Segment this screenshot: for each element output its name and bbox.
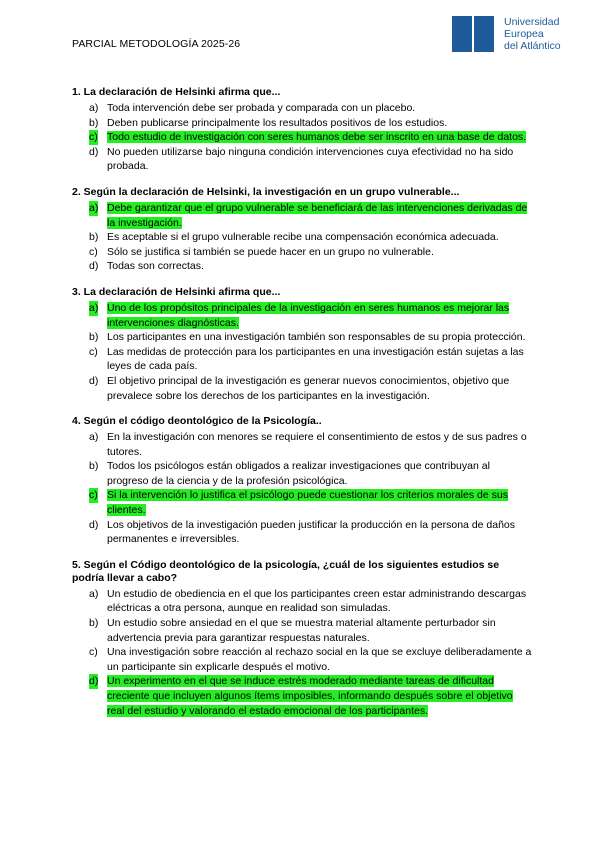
answer-text: Si la intervención lo justifica el psicólogo puede cuestionar los criterios morales de sus clientes. xyxy=(107,489,508,517)
answer-option xyxy=(72,245,532,260)
exam-questions xyxy=(72,86,532,730)
answer-option-highlighted xyxy=(72,130,532,145)
answer-option xyxy=(72,587,532,616)
answer-option xyxy=(72,259,532,274)
answer-text: Los participantes en una investigación también son responsables de su propia protección. xyxy=(107,331,526,344)
answer-letter: d) xyxy=(89,518,99,531)
answer-list xyxy=(72,201,532,274)
answer-text: Un estudio sobre ansiedad en el que se muestra material altamente perturbador sin advertencia previa para garantizar respuestas naturales. xyxy=(107,617,496,644)
answer-letter: b) xyxy=(89,460,99,473)
answer-text: Es aceptable si el grupo vulnerable recibe una compensación económica adecuada. xyxy=(107,231,499,244)
logo-text xyxy=(504,16,561,52)
answer-letter: c) xyxy=(89,345,98,358)
answer-text: Una investigación sobre reacción al rechazo social en la que se excluye deliberadamente a un participante sin explicarle después el motivo. xyxy=(107,646,532,673)
answer-option xyxy=(72,101,532,116)
answer-letter: c) xyxy=(89,245,98,258)
answer-text: Todos los psicólogos están obligados a realizar investigaciones que contribuyan al progreso de la ciencia y de la profesión psicológica. xyxy=(107,460,490,487)
answer-letter: a) xyxy=(89,301,99,314)
answer-option-highlighted xyxy=(72,488,532,517)
answer-text: No pueden utilizarse bajo ninguna condición intervenciones cuya efectividad no ha sido probada. xyxy=(107,145,514,173)
question-5 xyxy=(72,559,532,718)
question-title: 4. Según el código deontológico de la Psicología.. xyxy=(72,415,322,428)
answer-list xyxy=(72,587,532,718)
question-title: 5. Según el Código deontológico de la psicología, ¿cuál de los siguientes estudios se podría llevar a cabo? xyxy=(72,558,500,584)
answer-text: Todas son correctas. xyxy=(107,260,204,273)
answer-option xyxy=(72,645,532,674)
question-1 xyxy=(72,86,532,174)
answer-option-highlighted xyxy=(72,201,532,230)
answer-option-highlighted xyxy=(72,301,532,330)
answer-letter: c) xyxy=(89,646,98,659)
answer-text: Debe garantizar que el grupo vulnerable se beneficiará de las intervenciones derivadas de la investigación. xyxy=(107,201,528,229)
question-title: 2. Según la declaración de Helsinki, la investigación en un grupo vulnerable... xyxy=(72,185,460,198)
question-4 xyxy=(72,415,532,547)
answer-list xyxy=(72,101,532,174)
answer-text: Uno de los propósitos principales de la investigación en seres humanos es mejorar las intervenciones diagnósticas. xyxy=(107,301,510,329)
logo-line: del Atlántico xyxy=(504,40,561,52)
answer-letter: d) xyxy=(89,374,99,387)
answer-option xyxy=(72,374,532,403)
question-title: 3. La declaración de Helsinki afirma que... xyxy=(72,285,281,298)
answer-list xyxy=(72,301,532,403)
question-3 xyxy=(72,286,532,403)
answer-letter: c) xyxy=(89,131,98,144)
answer-text: Las medidas de protección para los participantes en una investigación están sujetas a las leyes de cada país. xyxy=(107,345,524,373)
answer-text: Un experimento en el que se induce estrés moderado mediante tareas de dificultad creciente que incluyen algunos ítems imposibles, informando después sobre el objetivo real del estudio y valorando el estado emocional de los participantes. xyxy=(107,675,513,717)
answer-letter: a) xyxy=(89,431,99,444)
answer-text: Toda intervención debe ser probada y comparada con un placebo. xyxy=(107,102,416,114)
answer-option xyxy=(72,345,532,374)
answer-letter: b) xyxy=(89,331,99,344)
answer-option-highlighted xyxy=(72,674,532,718)
answer-letter: c) xyxy=(89,489,98,502)
logo-line: Europea xyxy=(504,28,544,40)
logo-line: Universidad xyxy=(504,16,560,28)
answer-text: Deben publicarse principalmente los resultados positivos de los estudios. xyxy=(107,116,448,129)
answer-text: Sólo se justifica si también se puede hacer en un grupo no vulnerable. xyxy=(107,245,434,258)
answer-option xyxy=(72,430,532,459)
answer-letter: a) xyxy=(89,201,99,214)
answer-option xyxy=(72,459,532,488)
answer-option xyxy=(72,518,532,547)
answer-letter: b) xyxy=(89,617,99,630)
answer-letter: b) xyxy=(89,231,99,244)
document-header-title: PARCIAL METODOLOGÍA 2025-26 xyxy=(72,38,241,50)
question-title: 1. La declaración de Helsinki afirma que... xyxy=(72,86,281,98)
answer-option xyxy=(72,230,532,245)
university-logo xyxy=(452,14,572,56)
answer-text: Un estudio de obediencia en el que los participantes creen estar administrando descargas eléctricas a otra persona, aunque en realidad son simuladas. xyxy=(107,587,527,615)
answer-letter: d) xyxy=(89,675,99,688)
answer-option xyxy=(72,116,532,131)
answer-text: Todo estudio de investigación con seres humanos debe ser inscrito en una base de datos. xyxy=(107,131,527,144)
answer-letter: b) xyxy=(89,116,99,129)
answer-text: Los objetivos de la investigación pueden justificar la producción en la persona de daños permanentes e irreversibles. xyxy=(107,518,516,546)
answer-text: El objetivo principal de la investigación es generar nuevos conocimientos, objetivo que prevalece sobre los derechos de los participantes en la investigación. xyxy=(107,374,510,402)
answer-text: En la investigación con menores se requiere el consentimiento de estos y de sus padres o tutores. xyxy=(107,431,527,458)
answer-letter: a) xyxy=(89,102,99,114)
answer-option xyxy=(72,616,532,645)
question-2 xyxy=(72,186,532,274)
answer-list xyxy=(72,430,532,547)
answer-option xyxy=(72,145,532,174)
answer-letter: d) xyxy=(89,260,99,273)
answer-letter: a) xyxy=(89,587,99,600)
answer-letter: d) xyxy=(89,145,99,158)
logo-mark-icon xyxy=(452,16,494,52)
answer-option xyxy=(72,330,532,345)
